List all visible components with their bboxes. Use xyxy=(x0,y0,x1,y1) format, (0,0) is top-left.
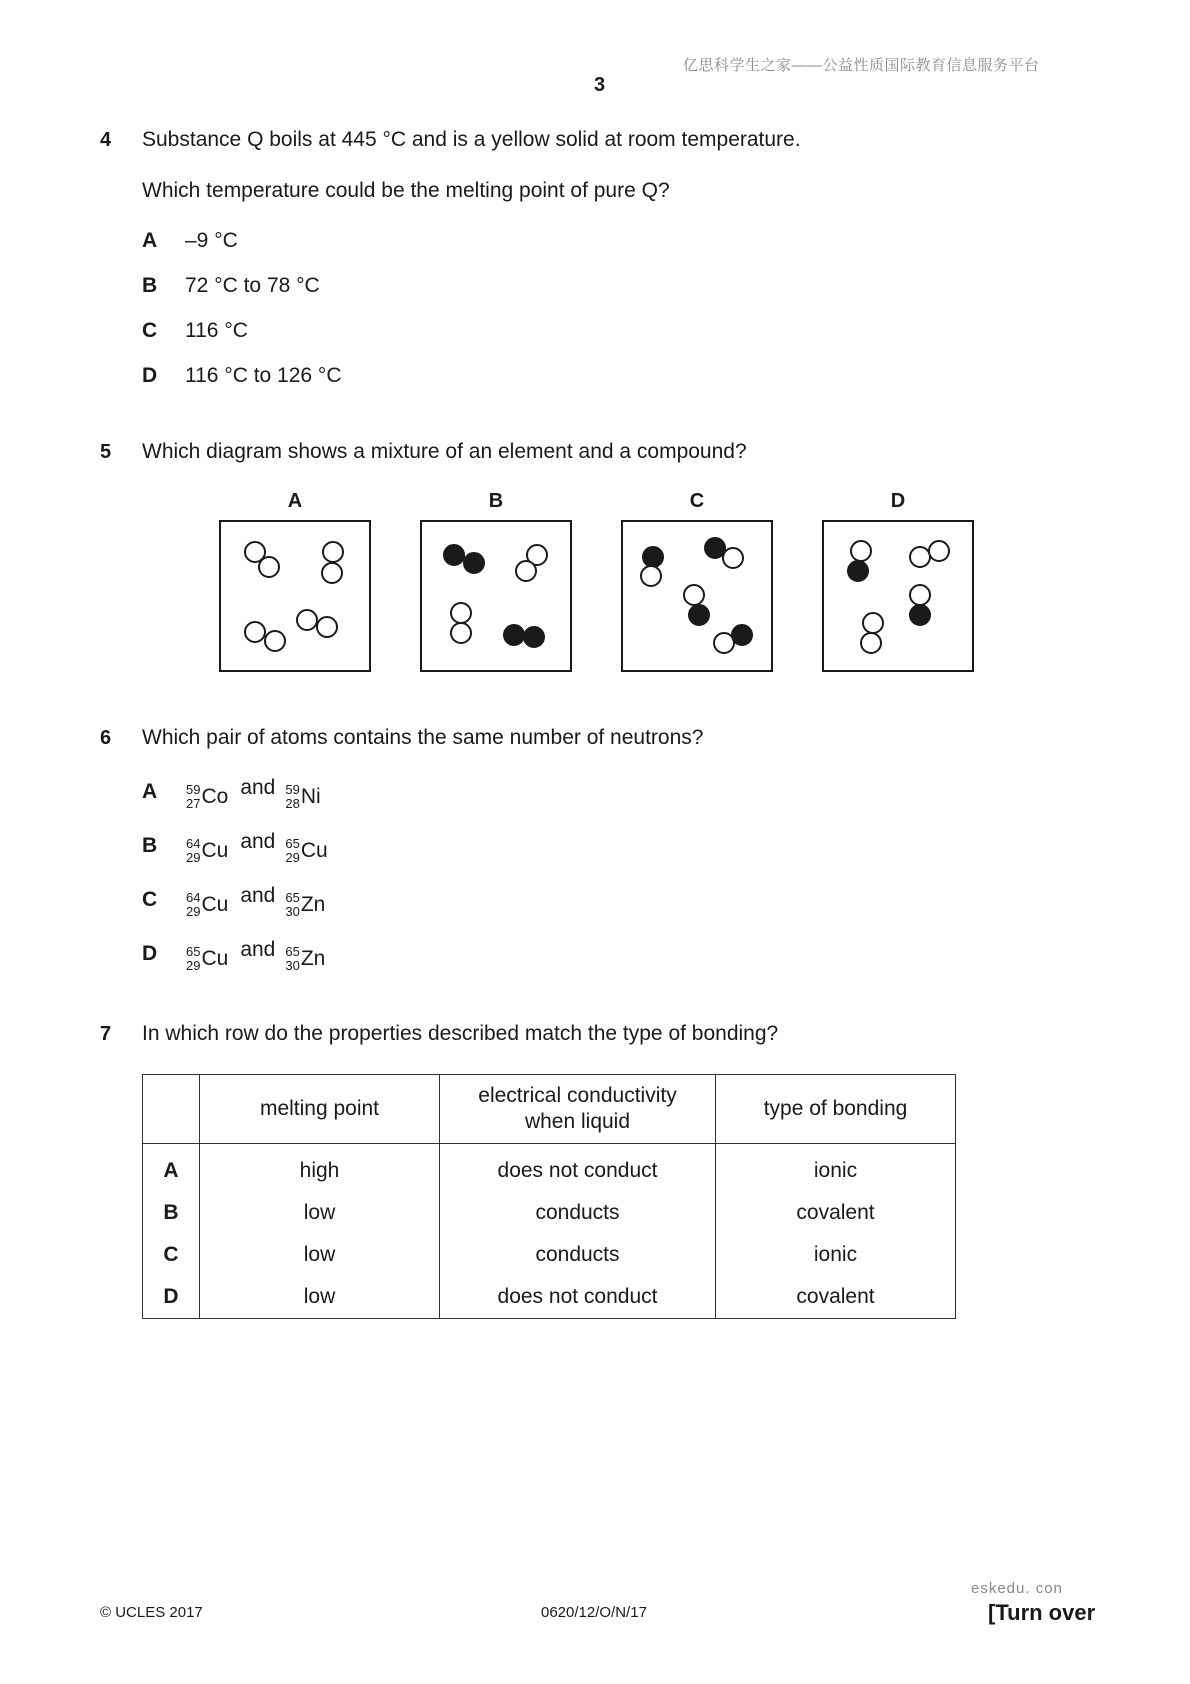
isotope: 64 29 Cu xyxy=(186,836,229,865)
table-row xyxy=(143,1276,956,1319)
isotope: 65 30 Zn xyxy=(285,944,326,973)
page-number: 3 xyxy=(594,74,606,96)
table-cell: covalent xyxy=(716,1192,956,1234)
option-text: 72 °C to 78 °C xyxy=(185,274,320,297)
table-cell: conducts xyxy=(440,1192,716,1234)
question-number: 7 xyxy=(100,1023,112,1045)
table-header: electrical conductivity when liquid xyxy=(440,1075,716,1144)
table-row xyxy=(143,1192,956,1234)
isotope-pair: 65 29 Cu and 65 30 Zn xyxy=(186,938,326,973)
question-number: 4 xyxy=(100,129,112,151)
option-letter: B xyxy=(142,834,158,857)
question-number: 5 xyxy=(100,441,112,463)
isotope-pair: 64 29 Cu and 65 30 Zn xyxy=(186,884,326,919)
option-letter: C xyxy=(142,319,158,342)
option-letter: D xyxy=(142,364,158,387)
watermark: 亿思科学生之家——公益性质国际教育信息服务平台 xyxy=(683,57,1040,74)
table-cell: low xyxy=(200,1192,440,1234)
table-header: type of bonding xyxy=(716,1075,956,1144)
isotope: 59 28 Ni xyxy=(285,782,321,811)
row-letter: B xyxy=(143,1192,200,1234)
option-letter: A xyxy=(142,780,158,803)
question-number: 6 xyxy=(100,727,112,749)
row-letter: D xyxy=(143,1276,200,1319)
table-cell: does not conduct xyxy=(440,1144,716,1193)
option-letter: C xyxy=(142,888,158,911)
diagram-c xyxy=(621,520,773,672)
option-text: 116 °C xyxy=(185,319,248,342)
table-row xyxy=(143,1144,956,1193)
table-header: melting point xyxy=(200,1075,440,1144)
isotope: 65 30 Zn xyxy=(285,890,326,919)
diagram-b xyxy=(420,520,572,672)
isotope-pair: 59 27 Co and 59 28 Ni xyxy=(186,776,321,811)
copyright: © UCLES 2017 xyxy=(100,1604,203,1621)
table-cell: low xyxy=(200,1276,440,1319)
table-cell: ionic xyxy=(716,1144,956,1193)
question-stem: In which row do the properties described match the type of bonding? xyxy=(142,1022,779,1045)
diagram-label-a: A xyxy=(287,490,303,512)
isotope: 65 29 Cu xyxy=(186,944,229,973)
site-watermark: eskedu. con xyxy=(971,1580,1063,1597)
table-cell: covalent xyxy=(716,1276,956,1319)
row-letter: A xyxy=(143,1144,200,1193)
question-stem: Which pair of atoms contains the same number of neutrons? xyxy=(142,726,704,749)
isotope: 59 27 Co xyxy=(186,782,229,811)
isotope-pair: 64 29 Cu and 65 29 Cu xyxy=(186,830,328,865)
table-cell: low xyxy=(200,1234,440,1276)
diagram-label-c: C xyxy=(689,490,705,512)
isotope: 64 29 Cu xyxy=(186,890,229,919)
diagram-label-b: B xyxy=(488,490,504,512)
table-corner xyxy=(143,1075,200,1144)
table-cell: conducts xyxy=(440,1234,716,1276)
table-cell: ionic xyxy=(716,1234,956,1276)
diagram-label-d: D xyxy=(890,490,906,512)
option-letter: D xyxy=(142,942,158,965)
paper-code: 0620/12/O/N/17 xyxy=(541,1604,647,1621)
turn-over: [Turn over xyxy=(988,1600,1096,1625)
option-text: 116 °C to 126 °C xyxy=(185,364,342,387)
table-row xyxy=(143,1234,956,1276)
question-prompt: Which temperature could be the melting point of pure Q? xyxy=(142,179,670,202)
option-letter: A xyxy=(142,229,158,252)
bonding-table xyxy=(142,1074,956,1319)
diagram-a xyxy=(219,520,371,672)
diagram-d xyxy=(822,520,974,672)
table-cell: does not conduct xyxy=(440,1276,716,1319)
option-text: –9 °C xyxy=(185,229,238,252)
table-cell: high xyxy=(200,1144,440,1193)
question-stem: Which diagram shows a mixture of an element and a compound? xyxy=(142,440,747,463)
option-letter: B xyxy=(142,274,158,297)
row-letter: C xyxy=(143,1234,200,1276)
question-stem: Substance Q boils at 445 °C and is a yellow solid at room temperature. xyxy=(142,128,801,151)
isotope: 65 29 Cu xyxy=(285,836,328,865)
